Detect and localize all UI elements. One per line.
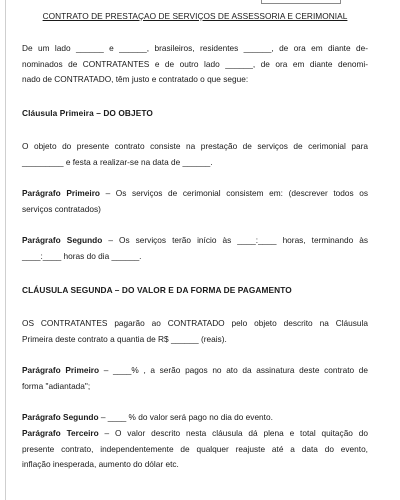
clause2-line: Primeira deste contrato a quantia de R$ ______ (reais).	[22, 333, 227, 344]
paragraph-text: serviços contratados)	[22, 203, 101, 214]
page-border	[5, 0, 6, 500]
paragraph-text: – ____ % do valor será pago no dia do evento.	[98, 412, 273, 422]
intro-line: nado de CONTRATADO, têm justo e contratado o que segue:	[22, 74, 249, 84]
clause2-paragraph-first	[22, 363, 368, 394]
paragraph-label: Parágrafo Segundo	[22, 412, 99, 422]
clause1-heading: Cláusula Primeira – DO OBJETO	[22, 108, 153, 118]
paragraph-text: – ____% , a serão pagos no ato da assinatura deste contrato de	[99, 365, 368, 375]
document-title: CONTRATO DE PRESTAÇAO DE SERVIÇOS DE ASSESSORIA E CERIMONIAL	[42, 11, 348, 21]
paragraph-text: – O valor descrito nesta cláusula dá plena e total quitação do	[98, 428, 368, 438]
paragraph-label: Parágrafo Primeiro	[22, 365, 100, 375]
clause1-line: _________ e festa a realizar-se na data de ______.	[22, 156, 213, 167]
paragraph-text: – Os serviços de cerimonial consistem em: (descrever todos os	[100, 188, 369, 198]
intro-line: De um lado ______ e ______, brasileiros, residentes ______, de ora em diante de-	[22, 43, 368, 53]
paragraph-text: – Os serviços terão início às ____:____ horas, terminando às	[102, 235, 369, 245]
paragraph-label: Parágrafo Primeiro	[22, 188, 100, 198]
header-tag	[261, 0, 341, 4]
paragraph-text: ____:____ horas do dia ______.	[22, 250, 142, 261]
paragraph-label: Parágrafo Terceiro	[22, 428, 99, 438]
clause2-paragraph-second	[22, 410, 368, 426]
intro-paragraph	[22, 41, 368, 88]
clause2-paragraph-third	[22, 426, 368, 473]
paragraph-label: Parágrafo Segundo	[22, 235, 103, 245]
clause2-line: OS CONTRATANTES pagarão ao CONTRATADO pelo objeto descrito na Cláusula	[22, 318, 368, 328]
intro-line: nominados de CONTRATANTES e de outro lado ______, de ora em diante denomi-	[22, 58, 368, 69]
paragraph-text: forma "adiantada";	[22, 380, 91, 391]
clause1-line: O objeto do presente contrato consiste na prestação de serviços de cerimonial para	[22, 141, 368, 151]
paragraph-text: presente contrato, independentemente de qualquer reajuste até a data do evento,	[22, 443, 368, 454]
clause2-paragraph	[22, 316, 368, 347]
clause1-paragraph-second	[22, 233, 368, 264]
clause2-heading: CLÁUSULA SEGUNDA – DO VALOR E DA FORMA DE PAGAMENTO	[22, 285, 292, 295]
clause1-paragraph	[22, 139, 368, 170]
paragraph-text: inflação inesperada, aumento do dólar etc.	[22, 459, 179, 469]
clause1-paragraph-first	[22, 186, 368, 217]
